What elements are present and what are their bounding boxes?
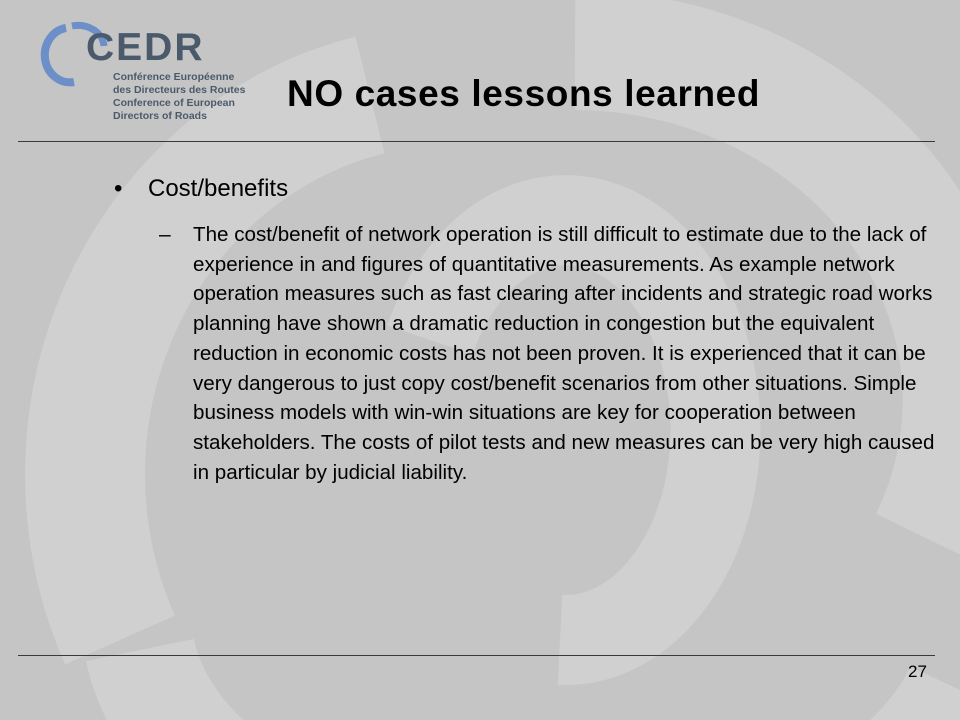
- bullet-heading: Cost/benefits: [148, 175, 289, 202]
- logo-line: Conference of European: [113, 97, 235, 109]
- cedr-logo-subtitle: [113, 71, 245, 123]
- bullet-marker: •: [114, 175, 123, 202]
- logo-line: Directors of Roads: [113, 110, 207, 122]
- slide-title: NO cases lessons learned: [287, 73, 761, 114]
- watermark-arc-bottom: [140, 650, 960, 720]
- page-number: 27: [908, 662, 927, 681]
- sub-bullet-marker: –: [159, 223, 171, 246]
- header-divider: [18, 141, 935, 142]
- cedr-wordmark: CEDR: [86, 26, 205, 69]
- footer-divider: [18, 655, 935, 656]
- cedr-logo: [30, 18, 246, 123]
- sub-bullet-paragraph: The cost/benefit of network operation is still difficult to estimate due to the lack of experience in and figures of quantitative measurements. As example network operation measures such as fast clearing after incidents and strategic road works planning have shown a dramatic reduction in congestion but the equivalent reduction in economic costs has not been proven. It is experienced that it can be very dangerous to just copy cost/benefit scenarios from other situations. Simple business models with win-win situations are key for cooperation between stakeholders. The costs of pilot tests and new measures can be very high caused in particular by judicial liability.: [193, 223, 935, 484]
- logo-line: des Directeurs des Routes: [113, 84, 246, 96]
- bullet-item: [114, 172, 288, 206]
- logo-line: Conférence Européenne: [113, 71, 235, 83]
